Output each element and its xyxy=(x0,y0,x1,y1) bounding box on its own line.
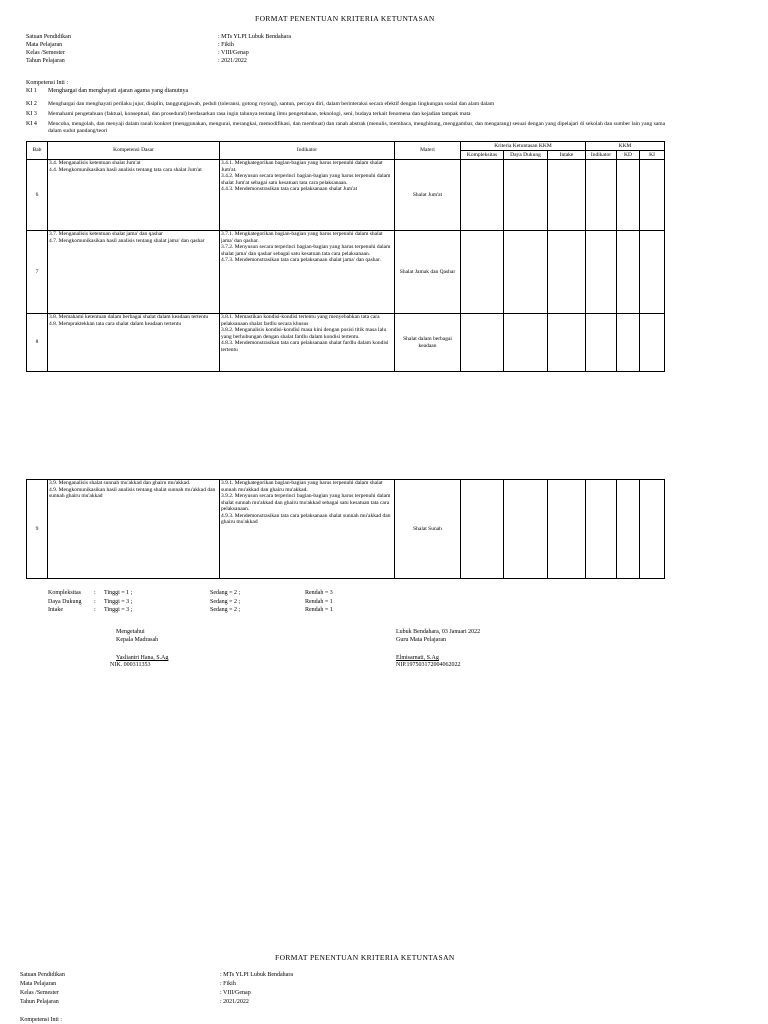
criteria-rendah: Rendah = 3 xyxy=(305,590,333,596)
bab-cell: 7 xyxy=(27,231,48,314)
empty-cell xyxy=(586,480,617,579)
header-kompleksitas: Kompleksitas xyxy=(461,151,504,160)
indikator-text: 3.4.2. Menyusun secara terperinci bagian-bagian yang harus terpenuhi dalam shalat Jum'at sebagai satu kesatuan tata cara pelaksanaan. xyxy=(221,173,391,186)
empty-cell xyxy=(640,480,665,579)
kkm-table-continued xyxy=(26,479,665,579)
kd-text: 4.8. Mempraktekkan tata cara shalat dalam keadaan tertentu xyxy=(49,320,182,327)
identity-value: : MTs YLPI Lubuk Bendahara xyxy=(220,972,294,978)
criteria-label: Kompleksitas xyxy=(48,590,81,596)
table-row xyxy=(27,480,665,579)
header-kkm-ki: KI xyxy=(640,151,665,160)
identity-value: : Fikih xyxy=(218,42,234,48)
kd-cell xyxy=(48,480,220,579)
criteria-label: Intake xyxy=(48,607,63,613)
kd-text: 3.4. Menganalisis ketentuan shalat Jum'at xyxy=(49,160,141,166)
empty-cell xyxy=(548,160,586,231)
signature-line: Guru Mata Pelajaran xyxy=(396,637,446,643)
table-row xyxy=(27,160,665,231)
identity-label: Tahun Pelajaran xyxy=(20,999,59,1005)
header-kkm: KKM xyxy=(586,142,665,151)
criteria-tinggi: Tinggi = 3 ; xyxy=(104,607,133,613)
indikator-text: 4.7.3. Mendemonstrasikan tata cara pelaksanaan shalat jama' dan qashar. xyxy=(221,257,381,263)
header-daya-dukung: Daya Dukung xyxy=(504,151,548,160)
criteria-sep: : xyxy=(94,599,96,605)
ki-heading: Kompetensi Inti : xyxy=(20,1017,62,1023)
header-materi: Materi xyxy=(395,142,461,160)
kd-text: 4.7. Mengkomunikasikan hasil analisis tentang shalat jama' dan qashar xyxy=(49,237,205,244)
header-intake: Intake xyxy=(548,151,586,160)
identity-value: : 2021/2022 xyxy=(218,58,247,64)
criteria-sedang: Sedang = 2 ; xyxy=(210,590,241,596)
empty-cell xyxy=(617,160,640,231)
empty-cell xyxy=(617,314,640,372)
criteria-sedang: Sedang = 2 ; xyxy=(210,607,241,613)
bab-cell: 9 xyxy=(27,480,48,579)
signature-id: NIP.197503172004062022 xyxy=(396,662,461,668)
kd-text: 3.9. Menganalisis shalat sunnah mu'akkad dan ghairu mu'akkad. xyxy=(49,480,191,486)
criteria-sep: : xyxy=(94,607,96,613)
empty-cell xyxy=(504,231,548,314)
kd-text: 4.4. Mengkomunikasikan hasil analisis tentang tata cara shalat Jum'at xyxy=(49,166,202,173)
signature-line: Kepala Madrasah xyxy=(116,637,159,643)
kd-text: 3.7. Menganalisis ketentuan shalat jama' dan qashar xyxy=(49,231,164,237)
kkm-table xyxy=(26,141,665,372)
empty-cell xyxy=(640,160,665,231)
indikator-text: 4.9.3. Mendemonstrasikan tata cara pelaksanaan shalat sunnah mu'akkad dan ghairu mu'akkad xyxy=(221,512,391,525)
indikator-cell xyxy=(220,160,395,231)
kd-cell xyxy=(48,314,220,372)
indikator-text: 3.8.1. Memastikan kondisi-kondisi tertentu yang menyebabkan tata cara pelaksanaan shalat fardlu secara khusus xyxy=(221,314,380,327)
identity-label: Kelas /Semester xyxy=(20,990,59,996)
signature-line: Mengetahui xyxy=(116,629,145,635)
empty-cell xyxy=(586,314,617,372)
ki-text: Mencoba, mengolah, dan menyaji dalam ranah konkret (menggunakan, mengurai, merangkai, memodifikasi, dan membuat) dan ranah abstrak (menulis, membaca, menghitung, menggambar, dan mengarang) sesuai dengan yang dipelajari di sekolah dan sumber lain yang sama dalam sudut pandang/teori xyxy=(48,121,666,134)
kd-text: 3.8. Memahami ketentuan dalam berbagai shalat dalam keadaan tertentu xyxy=(49,314,209,320)
criteria-sedang: Sedang = 2 ; xyxy=(210,599,241,605)
empty-cell xyxy=(548,231,586,314)
empty-cell xyxy=(640,314,665,372)
indikator-cell xyxy=(220,480,395,579)
empty-cell xyxy=(617,231,640,314)
criteria-tinggi: Tinggi = 1 ; xyxy=(104,590,133,596)
signature-name: Yasliantri Hana, S.Ag xyxy=(116,655,169,661)
indikator-cell xyxy=(220,314,395,372)
identity-label: Mata Pelajaran xyxy=(20,981,57,987)
criteria-tinggi: Tinggi = 3 ; xyxy=(104,599,133,605)
empty-cell xyxy=(461,231,504,314)
table-row xyxy=(27,314,665,372)
ki-heading: Kompetensi Inti : xyxy=(26,80,68,86)
identity-label: Mata Pelajaran xyxy=(26,42,63,48)
ki-code: KI 3 xyxy=(26,111,37,117)
identity-label: Kelas /Semester xyxy=(26,50,65,56)
empty-cell xyxy=(617,480,640,579)
empty-cell xyxy=(504,480,548,579)
ki-text: Menghargai dan menghayati perilaku jujur, disiplin, tanggungjawab, peduli (toleransi, gotong royong), santun, percaya diri, dalam berinteraksi secara efektif dengan lingkungan sosial dan alam dalam xyxy=(48,101,495,107)
empty-cell xyxy=(586,160,617,231)
indikator-cell xyxy=(220,231,395,314)
identity-value: : 2021/2022 xyxy=(220,999,249,1005)
page2-title: FORMAT PENENTUAN KRITERIA KETUNTASAN xyxy=(275,953,455,962)
empty-cell xyxy=(504,160,548,231)
empty-cell xyxy=(548,314,586,372)
indikator-text: 3.7.2. Menyusun secara terperinci bagian-bagian yang harus terpenuhi dalam shalat jama' dan qashar sebagai satu kesatuan tata cara pelaksanaan. xyxy=(221,244,391,257)
kd-text: 4.9. Mengkomunikasikan hasil analisis tentang shalat sunnah mu'akkad dan sunnah ghairu mu'akkad xyxy=(49,486,216,499)
indikator-text: 3.8.2. Menganalisis kondisi-kondisi masa kini dengan posisi titik masa lalu yang berhubungan dengan shalat fardlu dalam kondisi tertentu. xyxy=(221,327,387,340)
criteria-label: Daya Dukung xyxy=(48,599,82,605)
table-row xyxy=(27,231,665,314)
indikator-text: 4.8.3. Mendemonstrasikan tata cara pelaksanaan shalat fardlu dalam kondisi tertentu xyxy=(221,340,389,353)
header-kriteria: Kriteria Ketuntasan KKM xyxy=(461,142,586,151)
bab-cell: 6 xyxy=(27,160,48,231)
materi-cell: Shalat dalam berbagai keadaan xyxy=(395,314,461,372)
indikator-text: 4.4.3. Mendemonstrasikan tata cara pelaksanaan shalat Jum'at xyxy=(221,186,358,192)
kd-cell xyxy=(48,160,220,231)
indikator-text: 3.4.1. Mengkategorikan bagian-bagian yang harus terpenuhi dalam shalat Jum'at. xyxy=(221,160,383,173)
ki-code: KI 1 xyxy=(26,88,37,94)
header-kkm-indikator: Indikator xyxy=(586,151,617,160)
criteria-rendah: Rendah = 1 xyxy=(305,607,333,613)
empty-cell xyxy=(640,231,665,314)
identity-value: : VIII/Genap xyxy=(220,990,251,996)
indikator-text: 3.7.1. Mengkategorikan bagian-bagian yang harus terpenuhi dalam shalat jama' dan qashar. xyxy=(221,231,383,244)
materi-cell: Shalat Jamak dan Qashar xyxy=(395,231,461,314)
header-kd: Kompetensi Dasar xyxy=(48,142,220,160)
signature-id: NIK. 000311353 xyxy=(110,662,151,668)
signature-line: Lubuk Bendahara, 03 Januari 2022 xyxy=(396,629,481,635)
empty-cell xyxy=(504,314,548,372)
header-bab: Bab xyxy=(27,142,48,160)
empty-cell xyxy=(586,231,617,314)
criteria-rendah: Rendah = 1 xyxy=(305,599,333,605)
materi-cell: Shalat Sunah xyxy=(395,480,461,579)
identity-value: : VIII/Genap xyxy=(218,50,249,56)
criteria-sep: : xyxy=(94,590,96,596)
indikator-text: 3.9.1. Mengkategorikan bagian-bagian yang harus terpenuhi dalam shalat sunnah mu'akkad dan ghairu mu'akkad. xyxy=(221,480,383,493)
ki-text: Memahami pengetahuan (faktual, konseptual, dan prosedural) berdasarkan rasa ingin tahunya tentang ilmu pengetahuan, teknologi, seni, budaya terkait fenomena dan kejadian tampak mata xyxy=(48,111,471,117)
bab-cell: 8 xyxy=(27,314,48,372)
ki-text: Menghargai dan menghayati ajaran agama yang dianutnya xyxy=(48,88,189,94)
signature-name: Elmisarnati, S.Ag xyxy=(396,655,439,661)
empty-cell xyxy=(548,480,586,579)
ki-code: KI 2 xyxy=(26,101,37,107)
materi-cell: Shalat Jum'at xyxy=(395,160,461,231)
page-title: FORMAT PENENTUAN KRITERIA KETUNTASAN xyxy=(255,14,435,23)
identity-label: Tahun Pelajaran xyxy=(26,58,65,64)
identity-value: : Fikih xyxy=(220,981,236,987)
indikator-text: 3.9.2. Menyusun secara terperinci bagian-bagian yang harus terpenuhi dalam shalat sunnah mu'akkad dan ghairu mu'akkad sebagai satu kesatuan tata cara pelaksanaan. xyxy=(221,493,391,512)
header-kkm-kd: KD xyxy=(617,151,640,160)
empty-cell xyxy=(461,480,504,579)
identity-label: Satuan Pendidikan xyxy=(26,34,71,40)
identity-value: : MTs YLPI Lubuk Bendahara xyxy=(218,34,292,40)
identity-label: Satuan Pendidikan xyxy=(20,972,65,978)
header-indikator: Indikator xyxy=(220,142,395,160)
empty-cell xyxy=(461,314,504,372)
ki-code: KI 4 xyxy=(26,121,37,127)
empty-cell xyxy=(461,160,504,231)
kd-cell xyxy=(48,231,220,314)
